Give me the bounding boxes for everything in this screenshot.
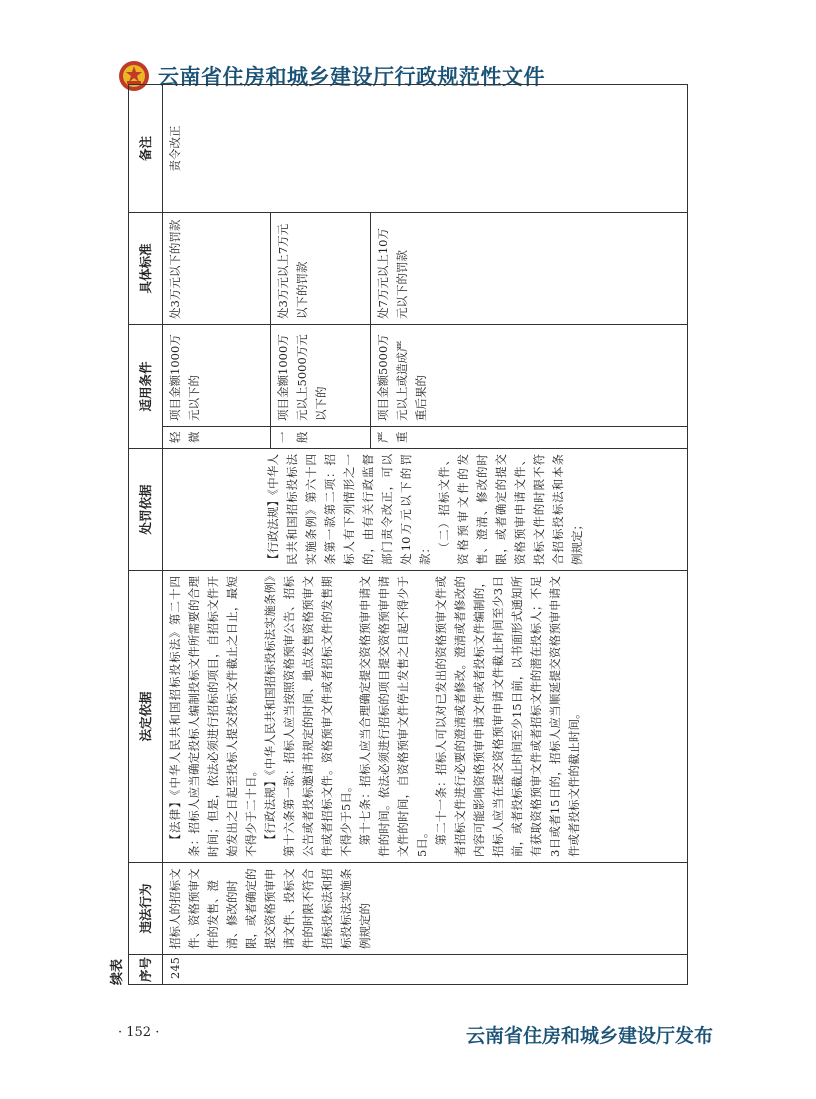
header-standard: 具体标准	[129, 212, 163, 324]
rotated-table-area	[110, 105, 688, 985]
condition-minor: 项目金额1000万元以下的	[163, 324, 271, 426]
header-act: 违法行为	[129, 863, 163, 955]
row-seq: 245	[163, 955, 688, 985]
penalty-basis-item: （二）招标文件、资格预审文件的发售、澄清、修改的时限，或者确定的提交资格预审申请文件、投标文件的时限不符合招标投标法和本条例规定；	[436, 454, 584, 565]
level-serious: 严重	[371, 427, 688, 449]
page-number: · 152 ·	[118, 1025, 160, 1040]
table-row	[163, 84, 271, 984]
legal-basis-regulation: 【行政法规】《中华人民共和国招标投标法实施条例》第十六条第一款：招标人应当按照资格预审公告、招标公告或者投标邀请书规定的时间、地点发售资格预审文件或者招标文件。资格预审文件或者招标文件的发售期不得少于5日。	[263, 576, 353, 857]
header-legal: 法定依据	[129, 571, 163, 863]
row-legal-basis	[163, 571, 688, 863]
level-general: 一般	[271, 427, 371, 449]
table-header-row	[129, 84, 163, 984]
legal-basis-law: 【法律】《中华人民共和国招标投标法》第二十四条：招标人应当确定投标人编制投标文件所需要的合理时间；但是，依法必须进行招标的项目，自招标文件开始发出之日起至投标人提交投标文件截止之日止，最短不得少于二十日。	[168, 576, 258, 857]
level-minor: 轻微	[163, 427, 271, 449]
legal-basis-article-21: 第二十一条：招标人可以对已发出的资格预审文件或者招标文件进行必要的澄清或者修改。澄清或者修改的内容可能影响资格预审申请文件或者投标文件编制的，招标人应当在提交资格预审申请文件截止时间至少3日前，或者投标截止时间至少15日前，以书面形式通知所有获取资格预审文件或者招标文件的潜在投标人；不足3日或者15日的，招标人应当顺延提交资格预审申请文件或者投标文件的截止时间。	[434, 576, 581, 857]
row-penalty-basis	[163, 449, 688, 571]
header-penalty: 处罚依据	[129, 449, 163, 571]
row-remark: 责令改正	[163, 84, 688, 212]
continued-label: 续表	[110, 958, 125, 985]
publisher-label: 云南省住房和城乡建设厅发布	[466, 1025, 714, 1047]
header-seq: 序号	[129, 955, 163, 985]
condition-general: 项目金额1000万元以上5000万元以下的	[271, 324, 371, 426]
document-series-title: 云南省住房和城乡建设厅行政规范性文件	[158, 65, 545, 89]
header-remark: 备注	[129, 84, 163, 212]
penalty-table	[128, 84, 688, 985]
penalty-basis-text: 【行政法规】《中华人民共和国招标投标法实施条例》第六十四条第一款第二项：招标人有下列情形之一的，由有关行政监督部门责令改正，可以处10万元以下的罚款：	[265, 454, 432, 565]
standard-serious: 处7万元以上10万元以下的罚款	[371, 212, 688, 324]
standard-minor: 处3万元以下的罚款	[163, 212, 271, 324]
standard-general: 处3万元以上7万元以下的罚款	[271, 212, 371, 324]
header-condition: 适用条件	[129, 324, 163, 448]
legal-basis-article-17: 第十七条：招标人应当合理确定提交资格预审申请文件的时间。依法必须进行招标的项目提交资格预审申请文件的时间，自资格预审文件停止发售之日起不得少于5日。	[358, 576, 429, 857]
row-violation: 招标人的招标文件、资格预审文件的发售、澄清、修改的时限，或者确定的提交资格预审申请文件、投标文件的时限不符合招标投标法和招标投标法实施条例规定的	[163, 863, 688, 955]
condition-serious: 项目金额5000万元以上或造成严重后果的	[371, 324, 688, 426]
